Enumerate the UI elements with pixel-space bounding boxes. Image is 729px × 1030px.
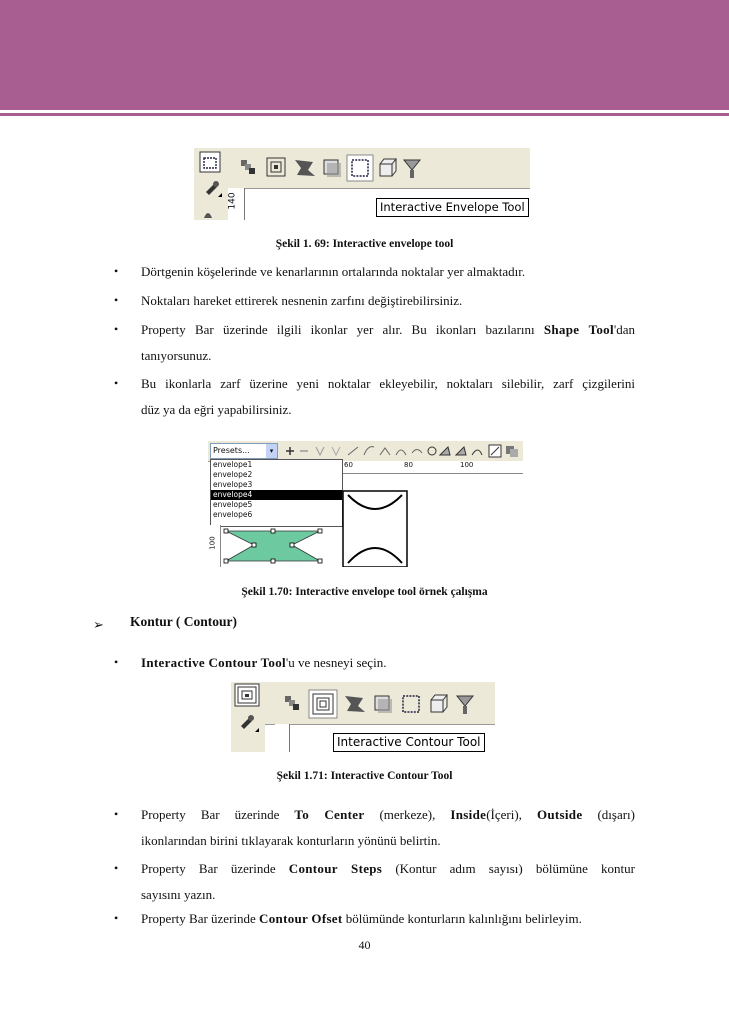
ruler-label: 100 <box>208 536 217 550</box>
ellipse-node-icon <box>428 447 436 455</box>
chevron-down-icon: ▾ <box>266 444 277 458</box>
single-arc-mode-icon <box>456 447 466 455</box>
bullet-continuation: tanıyorsunuz. <box>141 348 212 363</box>
ruler-tick-label: 60 <box>344 461 353 469</box>
ruler-tick-label: 100 <box>460 461 474 469</box>
presets-option[interactable]: envelope3 <box>213 480 253 489</box>
bullet-text: (Kontur adım sayısı) bölümüne kontur <box>382 861 635 876</box>
copy-properties-icon <box>506 446 518 457</box>
toolbox-column <box>231 682 265 752</box>
bullet-text: Property Bar üzerinde <box>141 807 295 822</box>
add-node-icon <box>286 447 294 455</box>
bullet-item: Noktaları hareket ettirerek nesnenin zarfını değiştirebilirsiniz. <box>141 293 463 308</box>
bullet-bold: Interactive Contour Tool <box>141 655 286 670</box>
toolbox-icons <box>194 148 228 220</box>
presets-list[interactable] <box>210 459 343 527</box>
bullet-bold: Outside <box>536 807 583 822</box>
bullet-item <box>141 650 635 676</box>
bullet-bold: Inside <box>450 807 487 822</box>
figure3-caption: Şekil 1.71: Interactive Contour Tool <box>276 770 453 782</box>
header-band <box>0 0 729 110</box>
presets-label: Presets... <box>213 446 250 455</box>
toolbox-icons <box>231 682 265 752</box>
symmetric-icon <box>412 450 422 454</box>
envelope-tool-screenshot <box>194 148 530 220</box>
break-node-icon <box>332 447 340 455</box>
extrude-icon <box>380 159 396 176</box>
blend-icon <box>285 696 299 710</box>
extrude-icon <box>431 695 447 712</box>
bullet-item <box>141 906 635 932</box>
transparency-icon <box>404 160 420 178</box>
presets-option[interactable]: envelope1 <box>213 460 253 469</box>
smooth-icon <box>396 450 406 455</box>
envelope-example-screenshot <box>208 441 523 567</box>
join-node-icon <box>316 447 324 455</box>
bullet-marker: • <box>114 655 119 669</box>
bullet-bold: To Center <box>294 807 365 822</box>
bullet-text: 'dan <box>613 322 635 337</box>
toolbox-column <box>194 148 228 220</box>
bullet-marker: • <box>114 861 119 875</box>
bullet-marker: • <box>114 376 119 390</box>
unconstrained-mode-icon <box>489 445 501 457</box>
bullet-item: Dörtgenin köşelerinde ve kenarlarının ortalarında noktalar yer almaktadır. <box>141 264 526 279</box>
cusp-icon <box>380 448 390 455</box>
drop-shadow-icon <box>375 696 392 713</box>
vertical-ruler <box>208 525 221 567</box>
envelope-property-icons <box>282 441 522 461</box>
bullet-marker: • <box>114 807 119 821</box>
eyedropper-icon <box>206 181 219 195</box>
property-toolbar <box>265 682 495 725</box>
envelope-tooltip: Interactive Envelope Tool <box>376 198 529 217</box>
enveloped-rectangle <box>224 529 322 563</box>
bullet-text: (İçeri), <box>486 807 537 822</box>
section-arrow-icon: ➢ <box>93 617 104 632</box>
presets-dropdown[interactable] <box>210 443 278 459</box>
figure1-caption: Şekil 1. 69: Interactive envelope tool <box>275 238 454 250</box>
bullet-item <box>141 856 635 882</box>
blend-icon <box>241 160 255 174</box>
bullet-continuation: düz ya da eğri yapabilirsiniz. <box>141 402 292 417</box>
bullet-text: Property Bar üzerinde ilgili ikonlar yer alır. Bu ikonları bazılarını <box>141 322 544 337</box>
bullet-text: 'u ve nesneyi seçin. <box>285 655 387 670</box>
envelope-preview-shape <box>343 491 407 567</box>
toolbar-icons <box>265 682 495 724</box>
contour-icon <box>267 158 285 176</box>
vertical-ruler <box>275 724 290 752</box>
bullet-text: (merkeze), <box>364 807 451 822</box>
bullet-text: bölümünde konturların kalınlığını belirleyim. <box>342 911 582 926</box>
bullet-bold: Contour Steps <box>288 861 383 876</box>
distort-icon <box>345 696 365 712</box>
ruler-tick-label: 80 <box>404 461 413 469</box>
figure2-caption: Şekil 1.70: Interactive envelope tool örnek çalışma <box>241 586 488 598</box>
drop-shadow-icon <box>324 160 341 177</box>
page-number: 40 <box>358 938 371 952</box>
bullet-item <box>141 317 635 343</box>
contour-tool-screenshot <box>231 682 495 752</box>
distort-icon <box>295 160 315 176</box>
bullet-marker: • <box>114 264 119 278</box>
bullet-continuation: sayısını yazın. <box>141 887 216 902</box>
straight-line-mode-icon <box>440 447 450 455</box>
bullet-marker: • <box>114 293 119 307</box>
to-line-icon <box>348 447 358 455</box>
presets-option-selected[interactable]: envelope4 <box>211 490 342 500</box>
presets-option[interactable]: envelope6 <box>213 510 253 519</box>
bullet-item <box>141 802 635 828</box>
to-curve-icon <box>364 447 374 455</box>
bullet-marker: • <box>114 322 119 336</box>
bullet-marker: • <box>114 911 119 925</box>
bullet-text: Property Bar üzerinde <box>141 911 260 926</box>
horizontal-ruler <box>342 461 523 474</box>
transparency-icon <box>457 696 473 714</box>
toolbar-icons <box>228 148 530 188</box>
presets-option[interactable]: envelope2 <box>213 470 253 479</box>
bullet-continuation: ikonlarından birini tıklayarak konturların yönünü belirtin. <box>141 833 441 848</box>
fill-icon <box>204 213 212 218</box>
bullet-text: Property Bar üzerinde <box>141 861 289 876</box>
bullet-item: Bu ikonlarla zarf üzerine yeni noktalar ekleyebilir, noktaları silebilir, zarf çizgilerini <box>141 376 635 391</box>
header-rule <box>0 113 729 116</box>
bullet-bold: Contour Ofset <box>259 911 343 926</box>
property-toolbar <box>228 148 530 189</box>
bullet-bold: Shape Tool <box>543 322 614 337</box>
bullet-text: (dışarı) <box>582 807 635 822</box>
vertical-ruler <box>228 188 245 220</box>
envelope-icon <box>403 696 419 712</box>
double-arc-mode-icon <box>472 450 482 455</box>
eyedropper-icon <box>241 715 254 729</box>
section-title: Kontur ( Contour) <box>130 614 238 629</box>
contour-tooltip: Interactive Contour Tool <box>333 733 485 752</box>
presets-option[interactable]: envelope5 <box>213 500 253 509</box>
ruler-label: 140 <box>227 192 238 210</box>
